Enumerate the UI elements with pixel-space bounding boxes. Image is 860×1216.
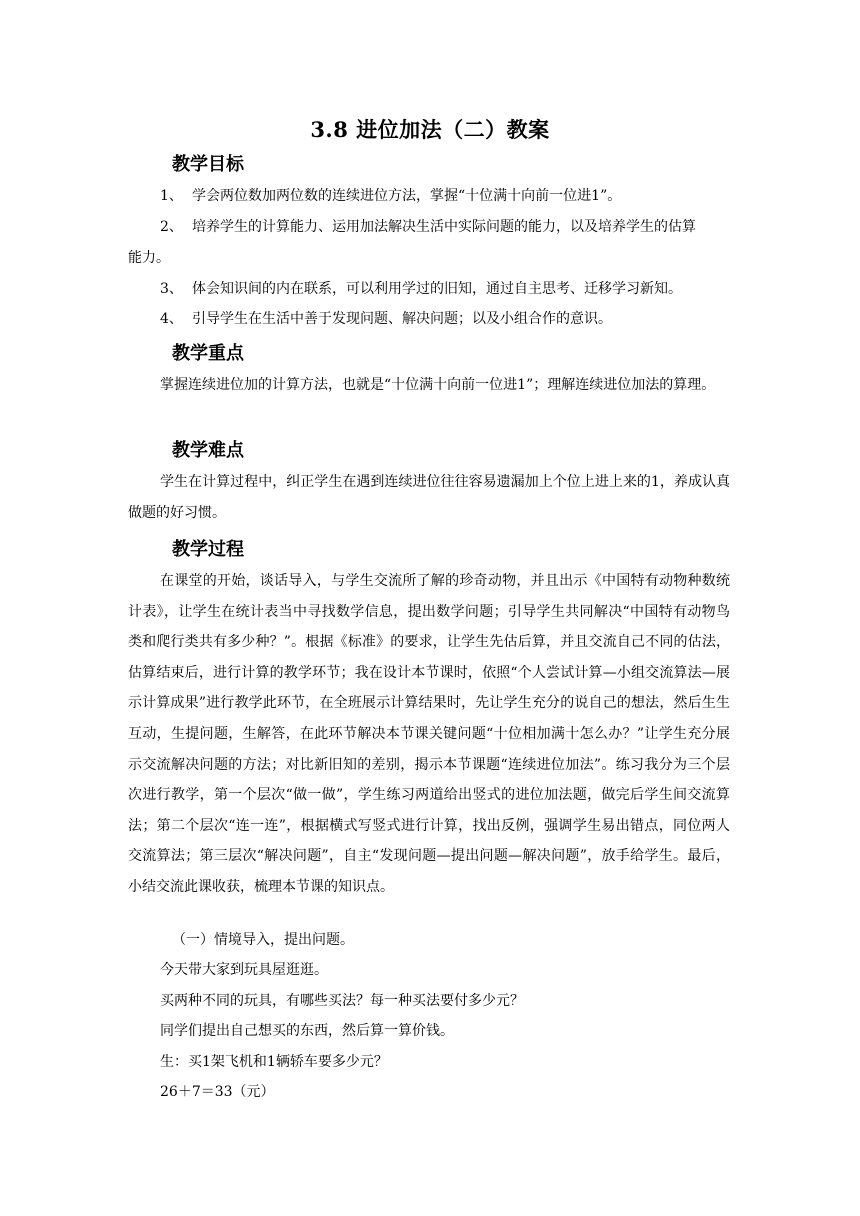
objective-text: 培养学生的计算能力、运用加法解决生活中实际问题的能力，以及培养学生的估算 bbox=[192, 219, 696, 235]
objective-number: 3、 bbox=[160, 281, 183, 297]
objective-number: 1、 bbox=[160, 188, 183, 204]
objective-number: 2、 bbox=[160, 219, 183, 235]
objective-number: 4、 bbox=[160, 311, 183, 327]
objective-item bbox=[160, 279, 682, 299]
process-subheading: （一）情境导入，提出问题。 bbox=[172, 932, 354, 948]
heading-process: 教学过程 bbox=[172, 539, 244, 560]
objective-item bbox=[160, 309, 612, 329]
objective-text: 体会知识间的内在联系，可以利用学过的旧知，通过自主思考、迁移学习新知。 bbox=[192, 281, 682, 297]
process-line: 今天带大家到玩具屋逛逛。 bbox=[160, 962, 328, 978]
process-line: 同学们提出自己想买的东西，然后算一算价钱。 bbox=[160, 1023, 454, 1039]
objective-text: 学会两位数加两位数的连续进位方法，掌握“十位满十向前一位进1”。 bbox=[192, 188, 622, 204]
process-line: 生：买1架飞机和1辆轿车要多少元？ bbox=[160, 1054, 388, 1070]
process-line: 买两种不同的玩具，有哪些买法？每一种买法要付多少元？ bbox=[160, 993, 524, 1009]
heading-objectives: 教学目标 bbox=[172, 154, 244, 175]
heading-key-points: 教学重点 bbox=[172, 343, 244, 364]
process-paragraph: 在课堂的开始，谈话导入，与学生交流所了解的珍奇动物，并且出示《中国特有动物种数统计表》，让学生在统计表当中寻找数学信息，提出数学问题；引导学生共同解决“中国特有动物鸟类和爬行类共有多少种？”。根据《标准》的要求，让学生先估后算，并且交流自己不同的估法，估算结束后，进行计算的教学环节；我在设计本节课时，依照“个人尝试计算—小组交流算法—展示计算成果”进行教学此环节，在全班展示计算结果时，先让学生充分的说自己的想法，然后生生互动，生提问题，生解答，在此环节解决本节课关键问题“十位相加满十怎么办？”让学生充分展示交流解决问题的方法；对比新旧知的差别，揭示本节课题“连续进位加法”。练习我分为三个层次进行教学，第一个层次“做一做”，学生练习两道给出竖式的进位加法题，做完后学生间交流算法；第二个层次“连一连”，根据横式写竖式进行计算，找出反例，强调学生易出错点，同位两人交流算法；第三层次“解决问题”，自主“发现问题—提出问题—解决问题”，放手给学生。最后，小结交流此课收获，梳理本节课的知识点。 bbox=[128, 573, 730, 895]
key-points-paragraph: 掌握连续进位加的计算方法，也就是“十位满十向前一位进1”；理解连续进位加法的算理。 bbox=[160, 377, 716, 393]
document-title: 3.8 进位加法（二）教案 bbox=[310, 117, 550, 142]
process-equation: 26＋7＝33（元） bbox=[160, 1084, 275, 1100]
difficulties-paragraph: 学生在计算过程中，纠正学生在遇到连续进位往往容易遗漏加上个位上进上来的1，养成认真做题的好习惯。 bbox=[128, 474, 730, 521]
heading-difficulties: 教学难点 bbox=[172, 440, 244, 461]
objective-continuation: 能力。 bbox=[128, 250, 170, 266]
objective-item bbox=[160, 217, 696, 237]
objective-text: 引导学生在生活中善于发现问题、解决问题；以及小组合作的意识。 bbox=[192, 311, 612, 327]
objective-item bbox=[160, 186, 621, 206]
